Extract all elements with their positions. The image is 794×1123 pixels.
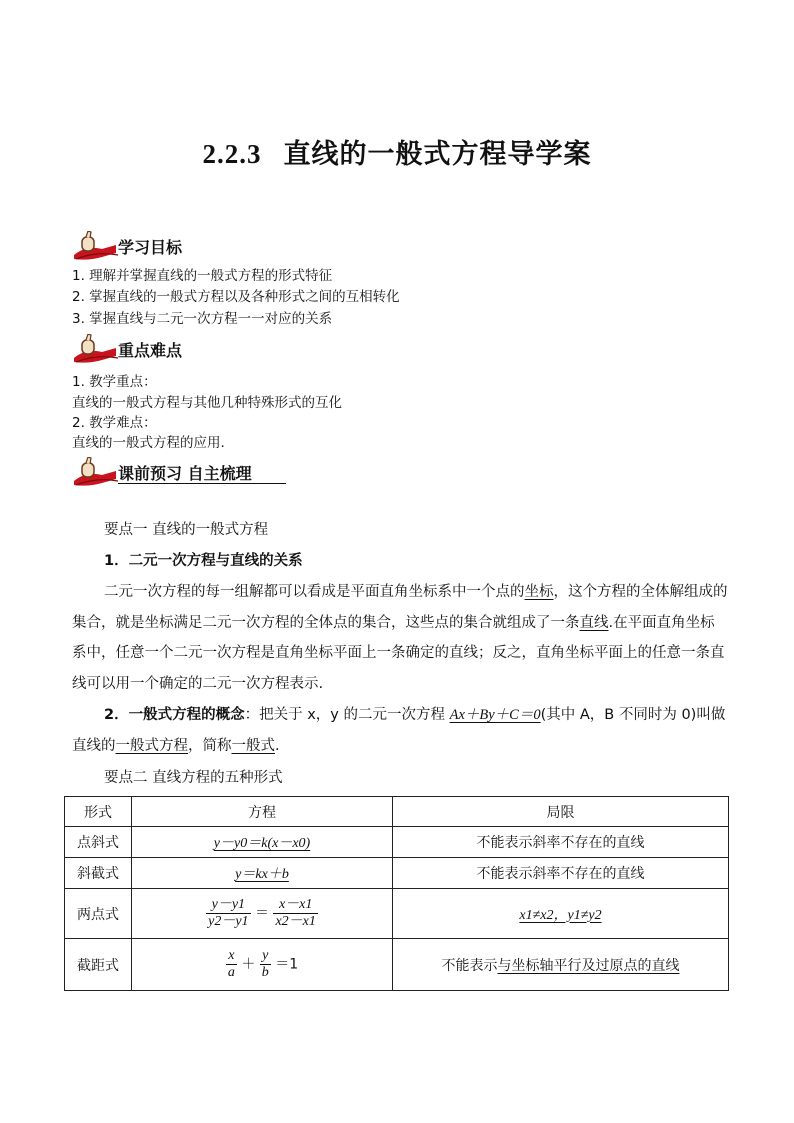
point1-sub1: 1．二元一次方程与直线的关系	[104, 553, 303, 569]
form-equation: $\frac{x}{a}$ ＋ $\frac{y}{b}$ ＝1	[132, 939, 393, 991]
form-limit: 不能表示斜率不存在的直线	[393, 858, 729, 889]
section-label-goals: 学习目标	[118, 238, 183, 257]
key-item: 1. 教学重点：	[72, 374, 157, 390]
fraction: $\frac{x-x1}{x2-x1}$	[275, 897, 316, 929]
form-equation: $\frac{y-y1}{y2-y1}$ ＝ $\frac{x-x1}{x2-x1}$	[132, 889, 393, 939]
fraction: $\frac{y}{b}$	[261, 948, 269, 980]
form-limit: 不能表示与坐标轴平行及过原点的直线	[393, 939, 729, 991]
point1-heading: 要点一 直线的一般式方程	[104, 522, 269, 538]
point1-paragraph1: 二元一次方程的每一组解都可以看成是平面直角坐标系中一个点的坐标，这个方程的全体解组成的集合，就是坐标满足二元一次方程的全体点的集合，这些点的集合就组成了一条直线.在平面直角坐标系中，任意一个二元一次方程是直角坐标平面上一条确定的直线；反之，直角坐标平面上的任意一条直线可以用一个确定的二元一次方程表示.	[72, 584, 728, 692]
page-title	[0, 132, 794, 171]
point1-paragraph2: 2．一般式方程的概念：把关于 x，y 的二元一次方程 Ax＋By＋C＝0(其中 A，B 不同时为 0)叫做直线的一般式方程，简称一般式.	[72, 707, 726, 754]
key-item: 直线的一般式方程与其他几种特殊形式的互化	[72, 395, 342, 411]
table-row	[65, 889, 729, 939]
hand-pointing-icon	[72, 334, 120, 366]
underlined-answer: 一般式	[231, 737, 275, 754]
table-header: 形式	[65, 797, 132, 827]
section-label-key: 重点难点	[118, 341, 183, 360]
form-limit: x1≠x2，y1≠y2	[393, 889, 729, 939]
goal-item: 2. 掌握直线的一般式方程以及各种形式之间的互相转化	[72, 289, 400, 305]
form-name: 点斜式	[65, 827, 132, 858]
form-name: 两点式	[65, 889, 132, 939]
fraction: $\frac{y-y1}{y2-y1}$	[208, 897, 249, 929]
key-item: 直线的一般式方程的应用.	[72, 435, 225, 451]
title-text: 直线的一般式方程导学案	[283, 139, 592, 170]
table-header-row	[65, 797, 729, 827]
section-underline	[118, 483, 286, 484]
table-header: 局限	[393, 797, 729, 827]
form-name: 截距式	[65, 939, 132, 991]
hand-pointing-icon	[72, 457, 120, 489]
form-equation: y＝kx＋b	[132, 858, 393, 889]
table-header: 方程	[132, 797, 393, 827]
fraction: $\frac{x}{a}$	[227, 948, 235, 980]
underlined-answer: 坐标	[524, 584, 554, 600]
form-limit: 不能表示斜率不存在的直线	[393, 827, 729, 858]
form-name: 斜截式	[65, 858, 132, 889]
section-header-goals	[72, 231, 312, 261]
key-item: 2. 教学难点：	[72, 415, 157, 431]
underlined-answer: 直线	[579, 614, 609, 631]
goal-item: 3. 掌握直线与二元一次方程一一对应的关系	[72, 311, 333, 327]
goal-item: 1. 理解并掌握直线的一般式方程的形式特征	[72, 268, 333, 284]
form-equation: y－y0＝k(x－x0)	[132, 827, 393, 858]
section-header-preview	[72, 457, 332, 487]
title-number: 2.2.3	[202, 139, 262, 169]
table-row	[65, 858, 729, 889]
point2-heading: 要点二 直线方程的五种形式	[104, 770, 283, 786]
underlined-equation: Ax＋By＋C＝0	[449, 707, 541, 723]
table-row	[65, 827, 729, 858]
underlined-answer: 一般式方程	[115, 737, 188, 754]
hand-pointing-icon	[72, 231, 120, 263]
line-forms-table	[64, 796, 729, 991]
table-row	[65, 939, 729, 991]
section-label-preview: 课前预习 自主梳理	[118, 464, 252, 483]
section-header-key	[72, 334, 312, 364]
